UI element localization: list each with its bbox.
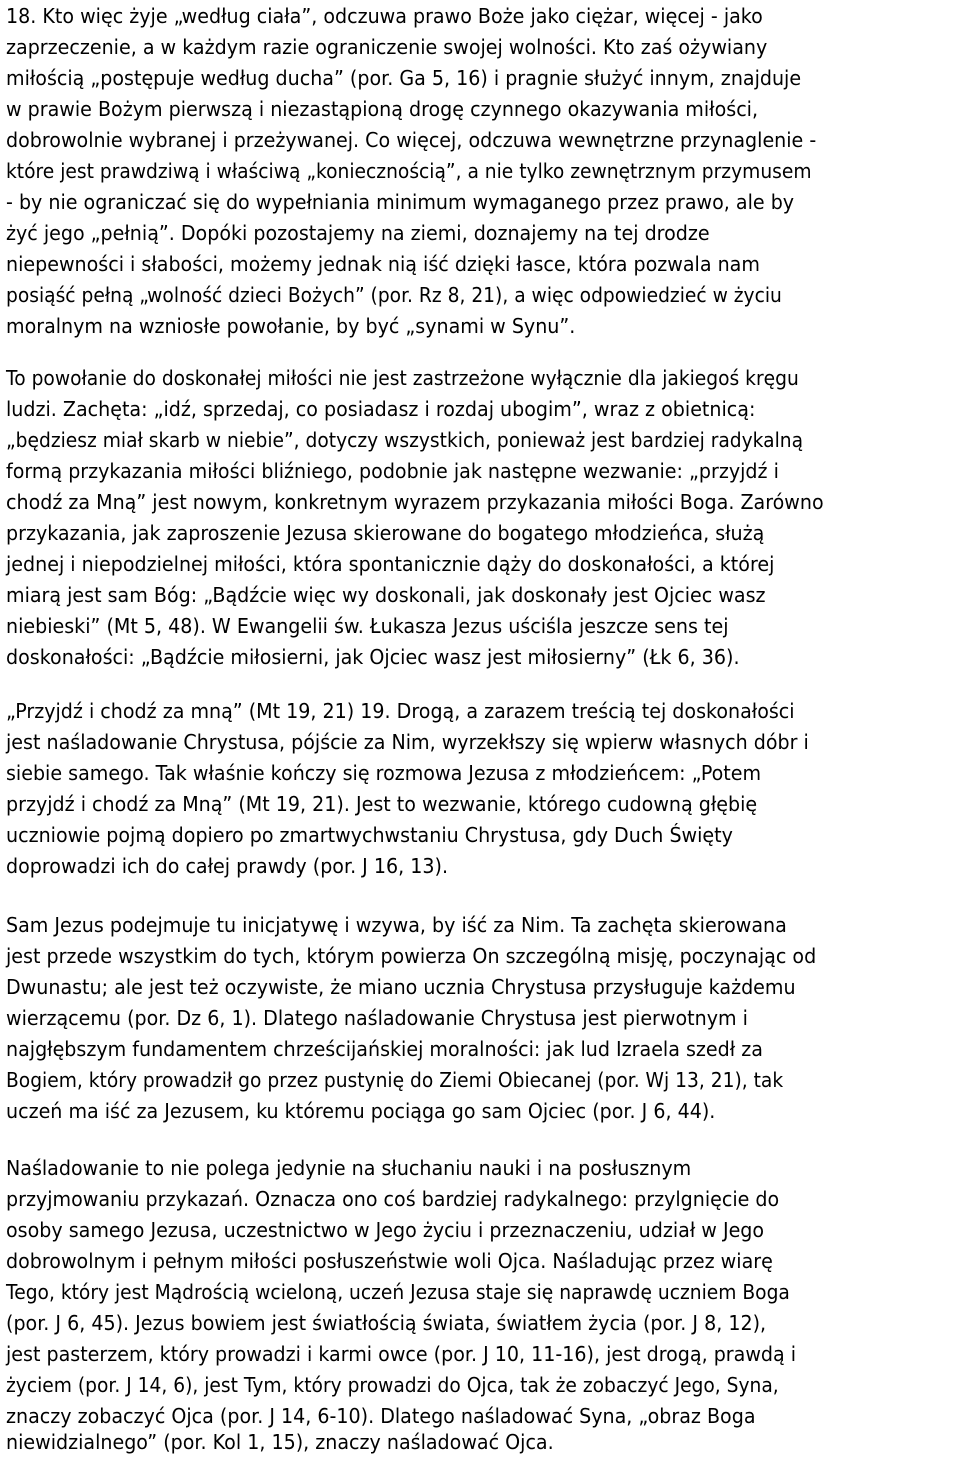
text-line: niewidzialnego” (por. Kol 1, 15), znaczy naśladować Ojca. — [6, 1430, 554, 1454]
text-line: (por. J 6, 45). Jezus bowiem jest światłością świata, światłem życia (por. J 8, 12), — [6, 1311, 767, 1335]
text-line: moralnym na wzniosłe powołanie, by być „synami w Synu”. — [6, 314, 576, 338]
text-line: Dwunastu; ale jest też oczywiste, że miano ucznia Chrystusa przysługuje każdemu — [6, 975, 796, 999]
text-line: uczniowie pojmą dopiero po zmartwychwstaniu Chrystusa, gdy Duch Święty — [6, 823, 733, 847]
text-line: doprowadzi ich do całej prawdy (por. J 16, 13). — [6, 854, 449, 878]
text-line: wierzącemu (por. Dz 6, 1). Dlatego naśladowanie Chrystusa jest pierwotnym i — [6, 1006, 748, 1030]
text-line: w prawie Bożym pierwszą i niezastąpioną drogę czynnego okazywania miłości, — [6, 97, 759, 121]
text-line: najgłębszym fundamentem chrześcijańskiej moralności: jak lud Izraela szedł za — [6, 1037, 763, 1061]
text-line: jest naśladowanie Chrystusa, pójście za Nim, wyrzekłszy się wpierw własnych dóbr i — [6, 730, 809, 754]
text-line: miłością „postępuje według ducha” (por. Ga 5, 16) i pragnie służyć innym, znajduje — [6, 66, 802, 90]
text-line: znaczy zobaczyć Ojca (por. J 14, 6-10). Dlatego naśladować Syna, „obraz Boga — [6, 1404, 756, 1428]
text-line: Bogiem, który prowadził go przez pustynię do Ziemi Obiecanej (por. Wj 13, 21), tak — [6, 1068, 784, 1092]
text-line: żyć jego „pełnią”. Dopóki pozostajemy na ziemi, doznajemy na tej drodze — [6, 221, 710, 245]
text-line: siebie samego. Tak właśnie kończy się rozmowa Jezusa z młodzieńcem: „Potem — [6, 761, 762, 785]
text-line: doskonałości: „Bądźcie miłosierni, jak Ojciec wasz jest miłosierny” (Łk 6, 36). — [6, 645, 740, 669]
text-line: jest przede wszystkim do tych, którym powierza On szczególną misję, poczynając od — [6, 944, 817, 968]
text-line: 18. Kto więc żyje „według ciała”, odczuwa prawo Boże jako ciężar, więcej - jako — [6, 4, 763, 28]
text-line: które jest prawdziwą i właściwą „koniecznością”, a nie tylko zewnętrznym przymusem — [6, 159, 812, 183]
text-line: formą przykazania miłości bliźniego, podobnie jak następne wezwanie: „przyjdź i — [6, 459, 779, 483]
text-line: zaprzeczenie, a w każdym razie ograniczenie swojej wolności. Kto zaś ożywiany — [6, 35, 768, 59]
text-line: To powołanie do doskonałej miłości nie jest zastrzeżone wyłącznie dla jakiegoś kręgu — [6, 366, 799, 390]
text-line: posiąść pełną „wolność dzieci Bożych” (por. Rz 8, 21), a więc odpowiedzieć w życiu — [6, 283, 782, 307]
text-line: jest pasterzem, który prowadzi i karmi owce (por. J 10, 11-16), jest drogą, prawdą i — [6, 1342, 797, 1366]
text-line: osoby samego Jezusa, uczestnictwo w Jego życiu i przeznaczeniu, udział w Jego — [6, 1218, 765, 1242]
text-line: „będziesz miał skarb w niebie”, dotyczy wszystkich, ponieważ jest bardziej radykalną — [6, 428, 804, 452]
text-line: uczeń ma iść za Jezusem, ku któremu pociąga go sam Ojciec (por. J 6, 44). — [6, 1099, 716, 1123]
text-line: ludzi. Zachęta: „idź, sprzedaj, co posiadasz i rozdaj ubogim”, wraz z obietnicą: — [6, 397, 756, 421]
text-line: niepewności i słabości, możemy jednak nią iść dzięki łasce, która pozwala nam — [6, 252, 760, 276]
text-line: miarą jest sam Bóg: „Bądźcie więc wy doskonali, jak doskonały jest Ojciec wasz — [6, 583, 766, 607]
text-line: Sam Jezus podejmuje tu inicjatywę i wzywa, by iść za Nim. Ta zachęta skierowana — [6, 913, 787, 937]
text-line: Naśladowanie to nie polega jedynie na słuchaniu nauki i na posłusznym — [6, 1156, 692, 1180]
text-line: przyjmowaniu przykazań. Oznacza ono coś bardziej radykalnego: przylgnięcie do — [6, 1187, 780, 1211]
text-line: „Przyjdź i chodź za mną” (Mt 19, 21) 19. Drogą, a zarazem treścią tej doskonałości — [6, 699, 795, 723]
text-line: dobrowolnym i pełnym miłości posłuszeństwie woli Ojca. Naśladując przez wiarę — [6, 1249, 773, 1273]
text-line: przyjdź i chodź za Mną” (Mt 19, 21). Jest to wezwanie, którego cudowną głębię — [6, 792, 758, 816]
text-line: przykazania, jak zaproszenie Jezusa skierowane do bogatego młodzieńca, służą — [6, 521, 765, 545]
text-line: chodź za Mną” jest nowym, konkretnym wyrazem przykazania miłości Boga. Zarówno — [6, 490, 824, 514]
text-line: jednej i niepodzielnej miłości, która spontanicznie dąży do doskonałości, a której — [6, 552, 775, 576]
text-line: dobrowolnie wybranej i przeżywanej. Co więcej, odczuwa wewnętrzne przynaglenie - — [6, 128, 817, 152]
text-line: Tego, który jest Mądrością wcieloną, uczeń Jezusa staje się naprawdę uczniem Boga — [6, 1280, 790, 1304]
text-line: życiem (por. J 14, 6), jest Tym, który prowadzi do Ojca, tak że zobaczyć Jego, Syna, — [6, 1373, 779, 1397]
text-line: - by nie ograniczać się do wypełniania minimum wymaganego przez prawo, ale by — [6, 190, 795, 214]
text-line: niebieski” (Mt 5, 48). W Ewangelii św. Łukasza Jezus uściśla jeszcze sens tej — [6, 614, 729, 638]
